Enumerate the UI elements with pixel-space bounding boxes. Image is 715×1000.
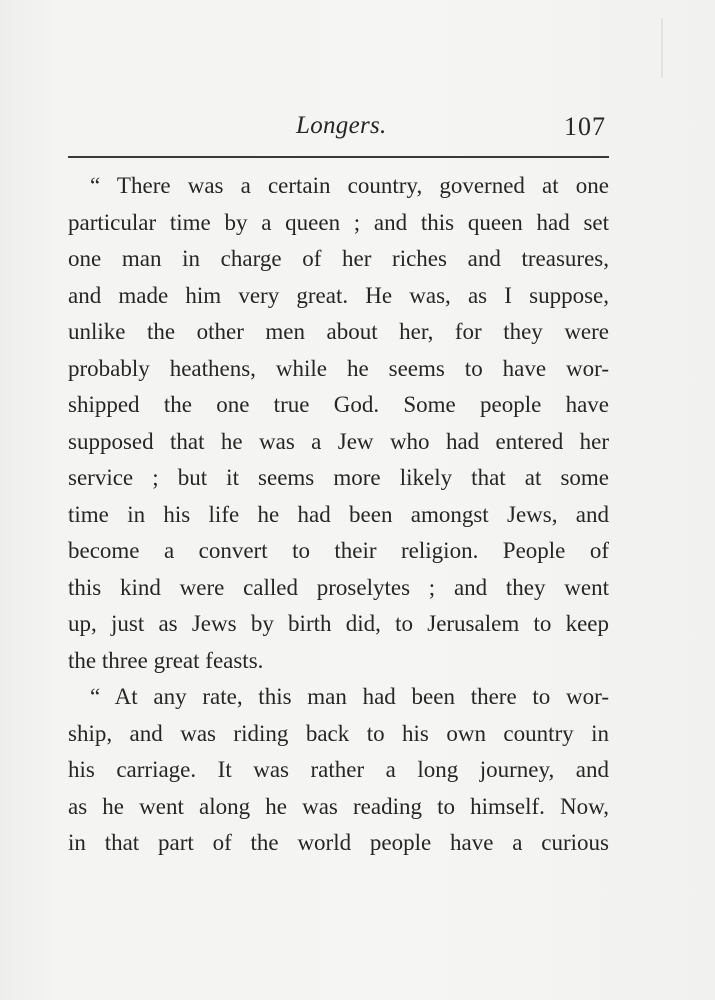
body-text [68,168,609,862]
running-title: Longers. [296,112,387,139]
running-head [68,112,608,152]
text-line: in that part of the world people have a curious [68,830,609,855]
text-line: “ At any rate, this man had been there to wor- [90,684,609,709]
text-line: up, just as Jews by birth did, to Jerusalem to keep [68,611,609,636]
text-line: this kind were called proselytes ; and they went [68,574,609,600]
text-line: his carriage. It was rather a long journey, and [68,757,609,782]
text-line: the three great feasts. [68,647,264,673]
page-edge-mark [661,18,663,78]
text-line: time in his life he had been amongst Jews, and [68,501,609,527]
text-line: service ; but it seems more likely that at some [68,465,609,490]
text-line: and made him very great. He was, as I suppose, [68,282,609,308]
header-rule [68,156,609,158]
text-line: supposed that he was a Jew who had entered her [68,428,609,454]
text-line: one man in charge of her riches and treasures, [68,246,609,271]
text-line: shipped the one true God. Some people have [68,392,609,417]
text-line: unlike the other men about her, for they were [68,319,609,344]
text-line: “ There was a certain country, governed at one [90,173,609,198]
text-line: probably heathens, while he seems to have wor- [68,355,609,381]
text-line: become a convert to their religion. People of [68,538,609,563]
page-number: 107 [564,112,606,141]
text-line: ship, and was riding back to his own country in [68,720,609,746]
text-line: particular time by a queen ; and this queen had set [68,209,609,235]
text-line: as he went along he was reading to himself. Now, [68,793,609,819]
